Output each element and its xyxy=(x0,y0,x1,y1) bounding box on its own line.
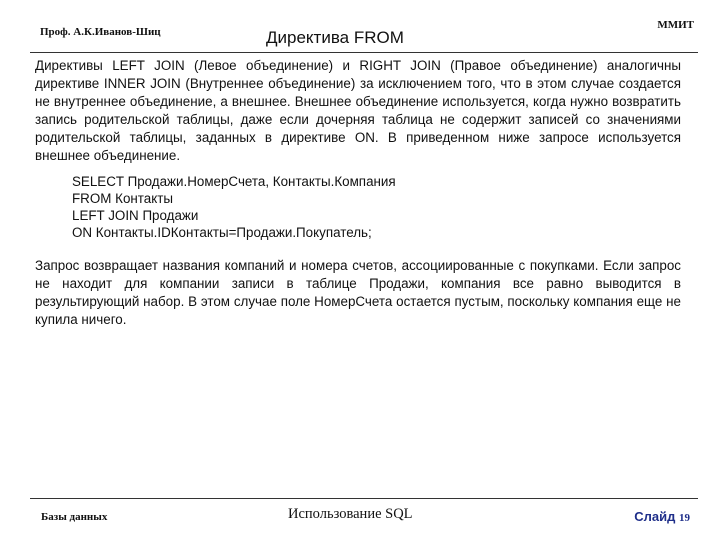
code-line: FROM Контакты xyxy=(72,191,173,206)
code-line: LEFT JOIN Продажи xyxy=(72,208,199,223)
intro-paragraph: Директивы LEFT JOIN (Левое объединение) и RIGHT JOIN (Правое объединение) аналогичны директиве INNER JOIN (Внутреннее объединение) за исключением того, что в этом случае создается не внутреннее объединение, а внешнее. Внешнее объединение используется, когда нужно возвратить запись родительской таблицы, даже если дочерняя таблица не содержит записей со значениями родительской таблицы, заданных в директиве ON. В приведенном ниже запросе используется внешнее объединение. xyxy=(35,58,681,163)
slide-title: Директива FROM xyxy=(266,28,404,47)
author-label: Проф. А.К.Иванов-Шиц xyxy=(40,26,161,38)
sql-code-block xyxy=(72,173,396,241)
footer-course-label: Базы данных xyxy=(41,511,108,523)
result-paragraph: Запрос возвращает названия компаний и номера счетов, ассоциированные с покупками. Если запрос не находит для компании записи в таблице Продажи, компания все равно выводится в результирующий набор. В этом случае поле НомерСчета остается пустым, поскольку компания еще не купила ничего. xyxy=(35,258,681,327)
footer-divider xyxy=(30,498,698,499)
slide-number: 19 xyxy=(679,512,690,524)
header-divider xyxy=(30,52,698,53)
slide-number-label xyxy=(634,509,690,524)
code-line: ON Контакты.IDКонтакты=Продажи.Покупатель; xyxy=(72,225,372,240)
code-line: SELECT Продажи.НомерСчета, Контакты.Компания xyxy=(72,174,396,189)
footer-topic-label: Использование SQL xyxy=(288,506,413,522)
org-label: ММИТ xyxy=(657,19,694,31)
slide-label: Слайд xyxy=(634,509,676,524)
